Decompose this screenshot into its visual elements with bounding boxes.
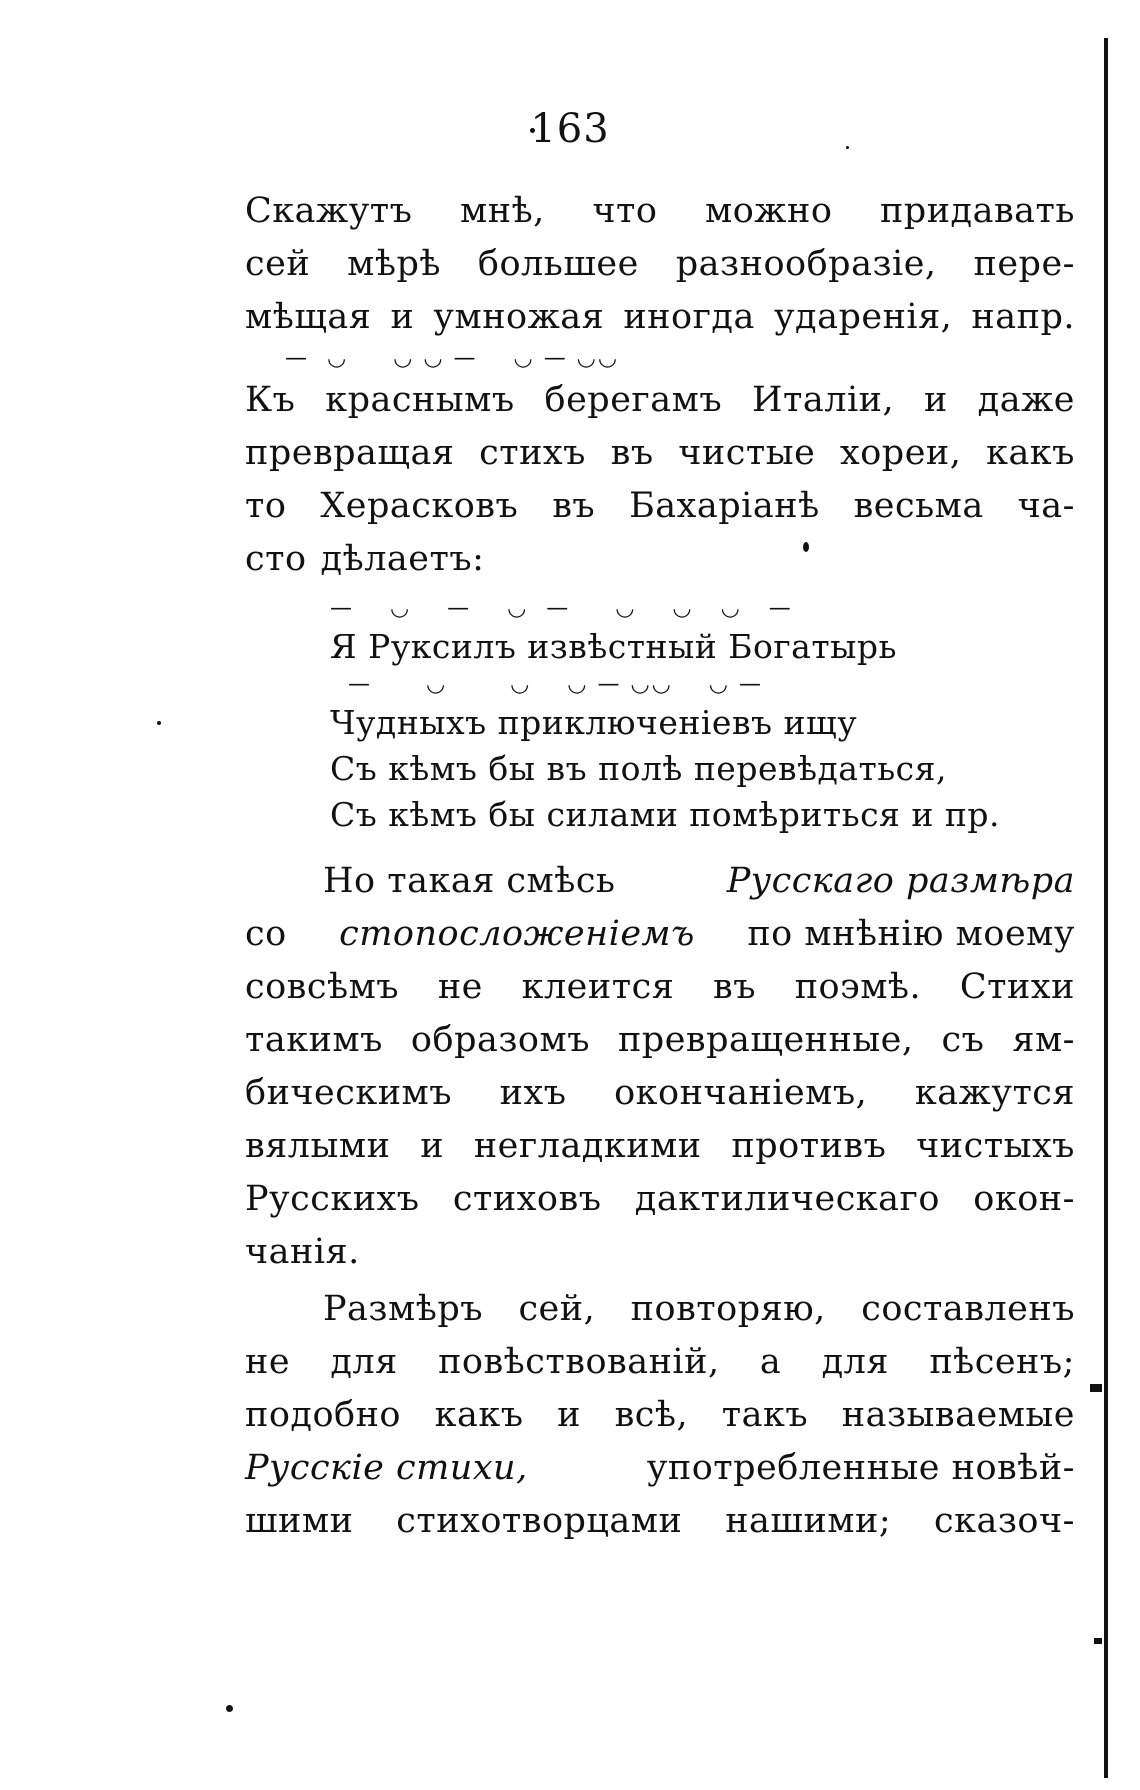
word: составленъ (861, 1289, 1075, 1329)
word: вялыми (245, 1126, 391, 1166)
word: Размѣръ (323, 1289, 484, 1329)
word: въ (552, 486, 596, 526)
word: разнообразіе, (675, 244, 937, 284)
word: ям- (1012, 1020, 1075, 1060)
word: Къ (245, 380, 296, 420)
word: въ (610, 433, 654, 473)
word: и (923, 380, 948, 420)
word: напр. (971, 297, 1075, 337)
word: и (557, 1395, 581, 1435)
text-line (245, 238, 1075, 291)
word: для (821, 1342, 889, 1382)
text-line (245, 185, 1075, 238)
scan-margin-tick (1090, 1384, 1102, 1392)
word: краснымъ (325, 380, 515, 420)
word: сей (245, 244, 311, 284)
text-line (245, 1173, 1075, 1226)
word: что (592, 191, 658, 231)
word: даже (977, 380, 1075, 420)
word: иногда (623, 297, 755, 337)
word: пере- (973, 244, 1075, 284)
word: не (437, 967, 483, 1007)
text-run: по мнѣнію моему (747, 914, 1075, 954)
verse-line: Чудныхъ приключеніевъ ищу (330, 703, 858, 742)
word: чистыхъ (916, 1126, 1075, 1166)
paragraph-1 (245, 185, 1075, 586)
word: мѣщая (245, 297, 372, 337)
word: поэмѣ. (794, 967, 922, 1007)
word: чистые (678, 433, 816, 473)
word: дактилическаго (634, 1179, 940, 1219)
text-line (245, 480, 1075, 533)
text-line (245, 1014, 1075, 1067)
word: хореи, (839, 433, 962, 473)
word: клеится (521, 967, 675, 1007)
word: пѣсенъ; (929, 1342, 1075, 1382)
word: можно (705, 191, 833, 231)
word: мѣрѣ (347, 244, 441, 284)
word: окончаніемъ, (614, 1073, 868, 1113)
text-line (245, 1120, 1075, 1173)
word: берегамъ (544, 380, 723, 420)
word: дѣлаетъ: (320, 539, 485, 579)
word: придавать (879, 191, 1075, 231)
word: такимъ (245, 1020, 383, 1060)
word: какъ (434, 1395, 524, 1435)
word: сто (245, 539, 307, 579)
word: шими (245, 1501, 354, 1541)
verse-line: Съ кѣмъ бы въ полѣ перевѣдаться, (330, 749, 947, 788)
text-line (245, 1283, 1075, 1336)
word: подобно (245, 1395, 401, 1435)
word: бическимъ (245, 1073, 453, 1113)
text-line (245, 1226, 1075, 1279)
word: повѣствованій, (438, 1342, 720, 1382)
word: чанія. (245, 1232, 360, 1272)
word: не (245, 1342, 291, 1382)
word: умножая (433, 297, 605, 337)
paragraph-2 (245, 855, 1075, 1279)
word: Бахаріанѣ (629, 486, 820, 526)
italic-text-run: Русскаго размѣра (726, 861, 1075, 901)
word: то (245, 486, 287, 526)
word: Италіи, (751, 380, 895, 420)
word: называемые (841, 1395, 1075, 1435)
text-line (245, 1336, 1075, 1389)
word: для (330, 1342, 398, 1382)
word: мнѣ, (460, 191, 545, 231)
text-line (245, 1495, 1075, 1548)
text-line (245, 908, 1075, 961)
word: сей, (518, 1289, 596, 1329)
word: а (759, 1342, 782, 1382)
word: окон- (973, 1179, 1075, 1219)
stress-marks: — ◡ — ◡ — ◡ ◡ ◡ — (330, 596, 793, 621)
text-run: со (245, 914, 287, 954)
word: стихъ (479, 433, 586, 473)
scan-speck (226, 1705, 233, 1712)
word: всѣ, (614, 1395, 689, 1435)
stress-marks: — ◡ ◡ ◡ — ◡ — ◡◡ (285, 346, 620, 371)
word: съ (941, 1020, 985, 1060)
word: повторяю, (630, 1289, 826, 1329)
verse-quotation (330, 594, 1070, 838)
word: кажутся (914, 1073, 1075, 1113)
word: такъ (721, 1395, 809, 1435)
scan-speck (157, 721, 161, 725)
italic-text-run: Русскіе стихи, (245, 1448, 528, 1488)
word: ихъ (499, 1073, 567, 1113)
word: сказоч- (933, 1501, 1075, 1541)
word: противъ (731, 1126, 887, 1166)
word: и (420, 1126, 445, 1166)
word: превращая (245, 433, 455, 473)
stress-marks: — ◡ ◡ ◡ — ◡◡ ◡ — (330, 672, 763, 697)
word: весьма (853, 486, 984, 526)
word: въ (713, 967, 756, 1007)
text-line (245, 427, 1075, 480)
text-line (245, 374, 1075, 427)
word: какъ (986, 433, 1075, 473)
paragraph-3 (245, 1283, 1075, 1548)
verse-line: Я Руксилъ извѣстный Богатырь (330, 627, 897, 666)
word: Русскихъ (245, 1179, 420, 1219)
word: ударенія, (773, 297, 953, 337)
word: ча- (1017, 486, 1075, 526)
word: Скажутъ (245, 191, 413, 231)
scan-margin-tick (1094, 1638, 1102, 1644)
text-run: Но такая смѣсь (323, 861, 616, 901)
verse-line: Съ кѣмъ бы силами помѣриться и пр. (330, 795, 1000, 834)
italic-text-run: стопосложеніемъ (339, 914, 695, 954)
word: нашими; (725, 1501, 892, 1541)
word: стиховъ (452, 1179, 602, 1219)
word: стихотворцами (396, 1501, 683, 1541)
word: превращенные, (617, 1020, 914, 1060)
text-line (245, 1067, 1075, 1120)
word: и (390, 297, 415, 337)
page-number: 163 (530, 106, 610, 152)
word: негладкими (473, 1126, 702, 1166)
word: Херасковъ (320, 486, 519, 526)
word: Стихи (959, 967, 1075, 1007)
text-line (245, 533, 1075, 586)
text-line (245, 291, 1075, 344)
word: образомъ (410, 1020, 590, 1060)
word: совсѣмъ (245, 967, 400, 1007)
text-line (245, 1442, 1075, 1495)
text-line (245, 961, 1075, 1014)
text-run: употребленные новѣй- (646, 1448, 1075, 1488)
text-line (245, 1389, 1075, 1442)
word: большее (477, 244, 639, 284)
text-line (245, 855, 1075, 908)
scan-margin-line (1104, 38, 1108, 1778)
